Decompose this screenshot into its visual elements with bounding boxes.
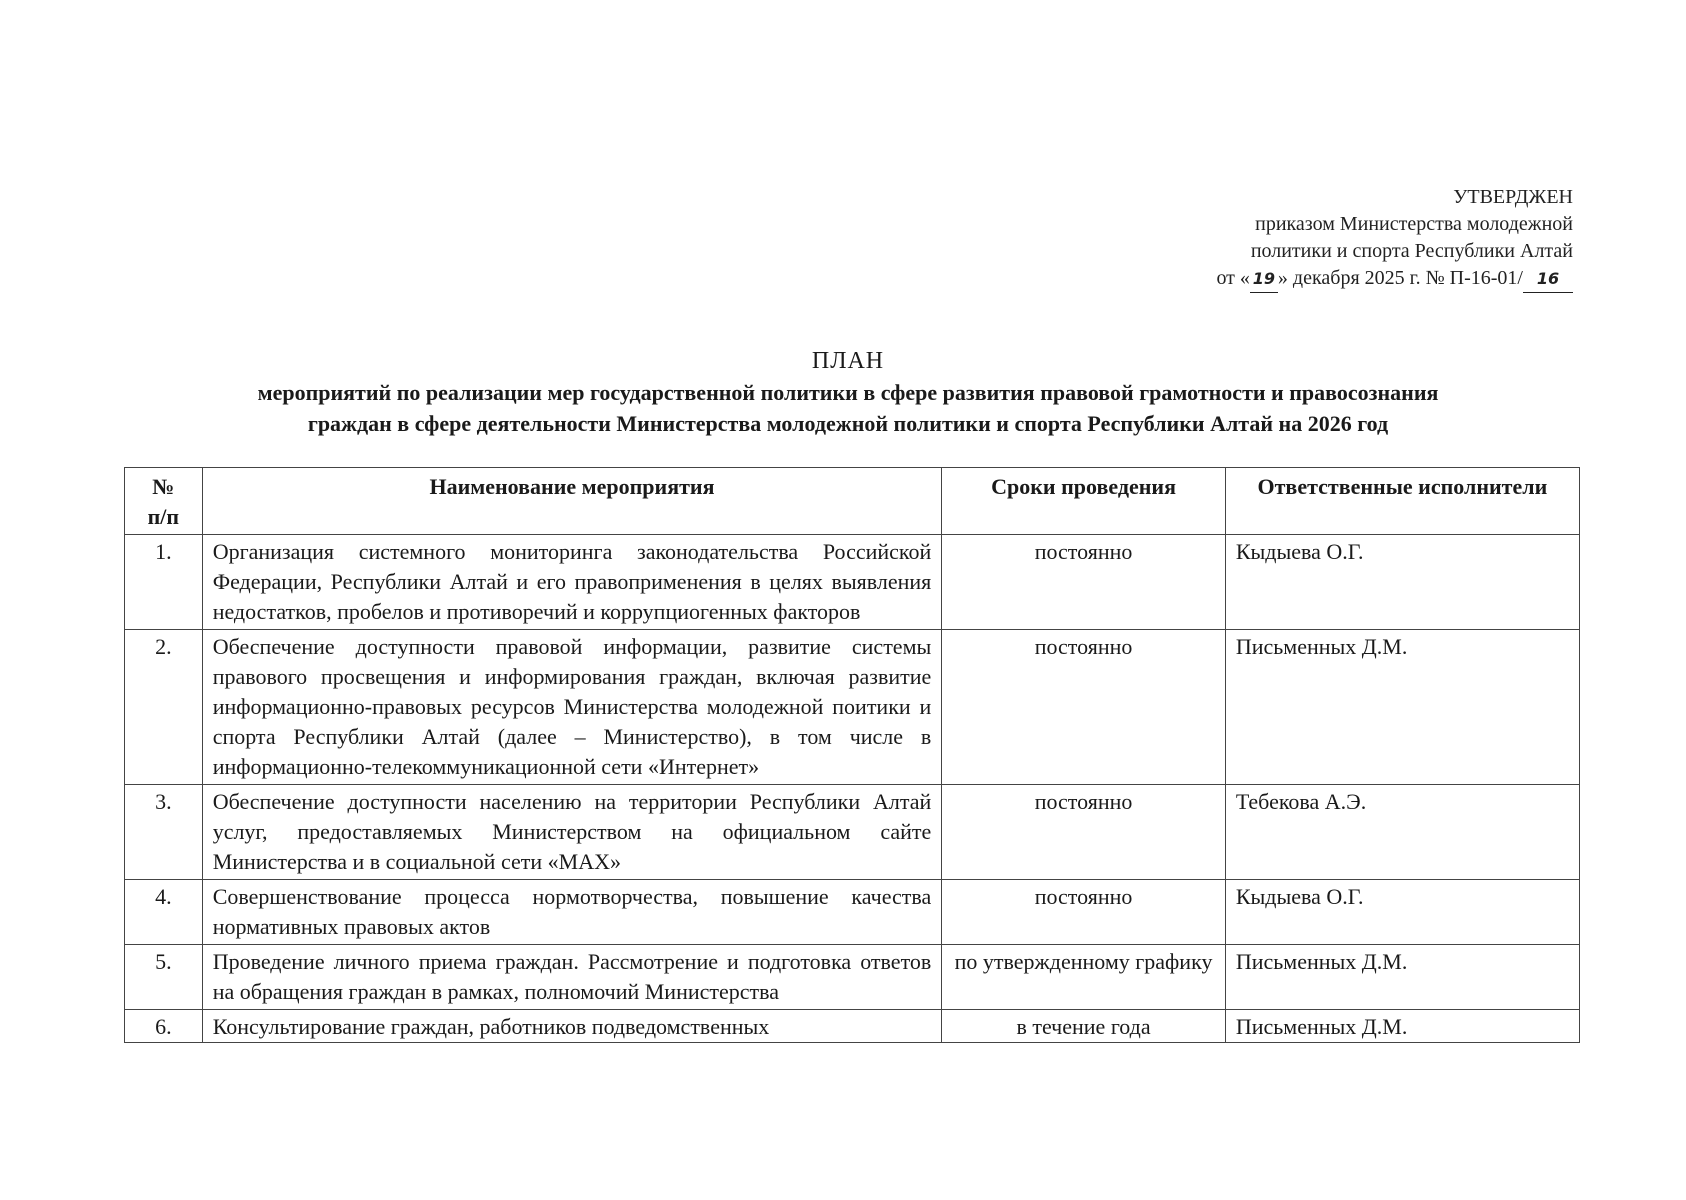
row-responsible: Кыдыева О.Г. <box>1225 880 1579 945</box>
plan-heading: ПЛАН <box>811 348 885 374</box>
header-dates: Сроки проведения <box>942 468 1226 535</box>
table-header-row <box>125 468 1580 535</box>
row-activity: Обеспечение доступности правовой информации, развитие системы правового просвещения и информирования граждан, включая развитие информационно-правовых ресурсов Министерства молодежной поитики и спорта Республики Алтай (далее – Министерство), в том числе в информационно-телекоммуникационной сети «Интернет» <box>202 630 942 785</box>
row-responsible: Кыдыева О.Г. <box>1225 535 1579 630</box>
row-responsible: Тебекова А.Э. <box>1225 785 1579 880</box>
date-middle: » декабря 2025 г. № П-16-01/ <box>1277 267 1523 289</box>
row-date: постоянно <box>942 880 1226 945</box>
handwritten-day: 19 <box>1250 265 1278 293</box>
table-row <box>125 630 1580 785</box>
handwritten-order-number: 16 <box>1523 265 1573 293</box>
row-number: 1. <box>125 535 203 630</box>
approval-authority-line2: политики и спорта Республики Алтай <box>1250 240 1573 262</box>
row-activity: Организация системного мониторинга законодательства Российской Федерации, Республики Алтай и его правоприменения в целях выявления недостатков, пробелов и противоречий и коррупциогенных факторов <box>202 535 942 630</box>
row-date: постоянно <box>942 785 1226 880</box>
header-activity-name: Наименование мероприятия <box>202 468 942 535</box>
row-number: 4. <box>125 880 203 945</box>
header-number-line1: № <box>152 474 175 499</box>
table-row <box>125 880 1580 945</box>
table-row <box>125 535 1580 630</box>
row-date: постоянно <box>942 630 1226 785</box>
row-activity: Проведение личного приема граждан. Рассмотрение и подготовка ответов на обращения граждан в рамках, полномочий Министерства <box>202 945 942 1010</box>
header-responsible: Ответственные исполнители <box>1225 468 1579 535</box>
approval-date-line <box>1216 265 1573 293</box>
table-row <box>125 785 1580 880</box>
approval-stamp <box>1216 184 1573 293</box>
header-number <box>125 468 203 535</box>
row-number: 6. <box>125 1010 203 1043</box>
plan-subtitle-line2: граждан в сфере деятельности Министерства молодежной политики и спорта Республики Алтай на 2026 год <box>307 411 1389 436</box>
activities-table <box>124 467 1580 1043</box>
row-responsible: Письменных Д.М. <box>1225 945 1579 1010</box>
row-number: 5. <box>125 945 203 1010</box>
approval-authority-line1: приказом Министерства молодежной <box>1255 213 1573 235</box>
header-number-line2: п/п <box>147 504 180 529</box>
row-date: постоянно <box>942 535 1226 630</box>
row-responsible: Письменных Д.М. <box>1225 1010 1579 1043</box>
approval-status: УТВЕРДЖЕН <box>1453 186 1573 208</box>
row-responsible: Письменных Д.М. <box>1225 630 1579 785</box>
document-title <box>140 346 1556 438</box>
row-date: по утвержденному графику <box>942 945 1226 1010</box>
table-row <box>125 1010 1580 1043</box>
row-activity: Совершенствование процесса нормотворчества, повышение качества нормативных правовых актов <box>202 880 942 945</box>
row-number: 3. <box>125 785 203 880</box>
row-date: в течение года <box>942 1010 1226 1043</box>
date-prefix: от « <box>1216 267 1250 289</box>
row-activity: Обеспечение доступности населению на территории Республики Алтай услуг, предоставляемых Министерством на официальном сайте Министерства и в социальной сети «MAX» <box>202 785 942 880</box>
row-number: 2. <box>125 630 203 785</box>
table-row <box>125 945 1580 1010</box>
row-activity: Консультирование граждан, работников подведомственных <box>202 1010 942 1043</box>
plan-subtitle-line1: мероприятий по реализации мер государственной политики в сфере развития правовой грамотности и правосознания <box>257 380 1439 405</box>
